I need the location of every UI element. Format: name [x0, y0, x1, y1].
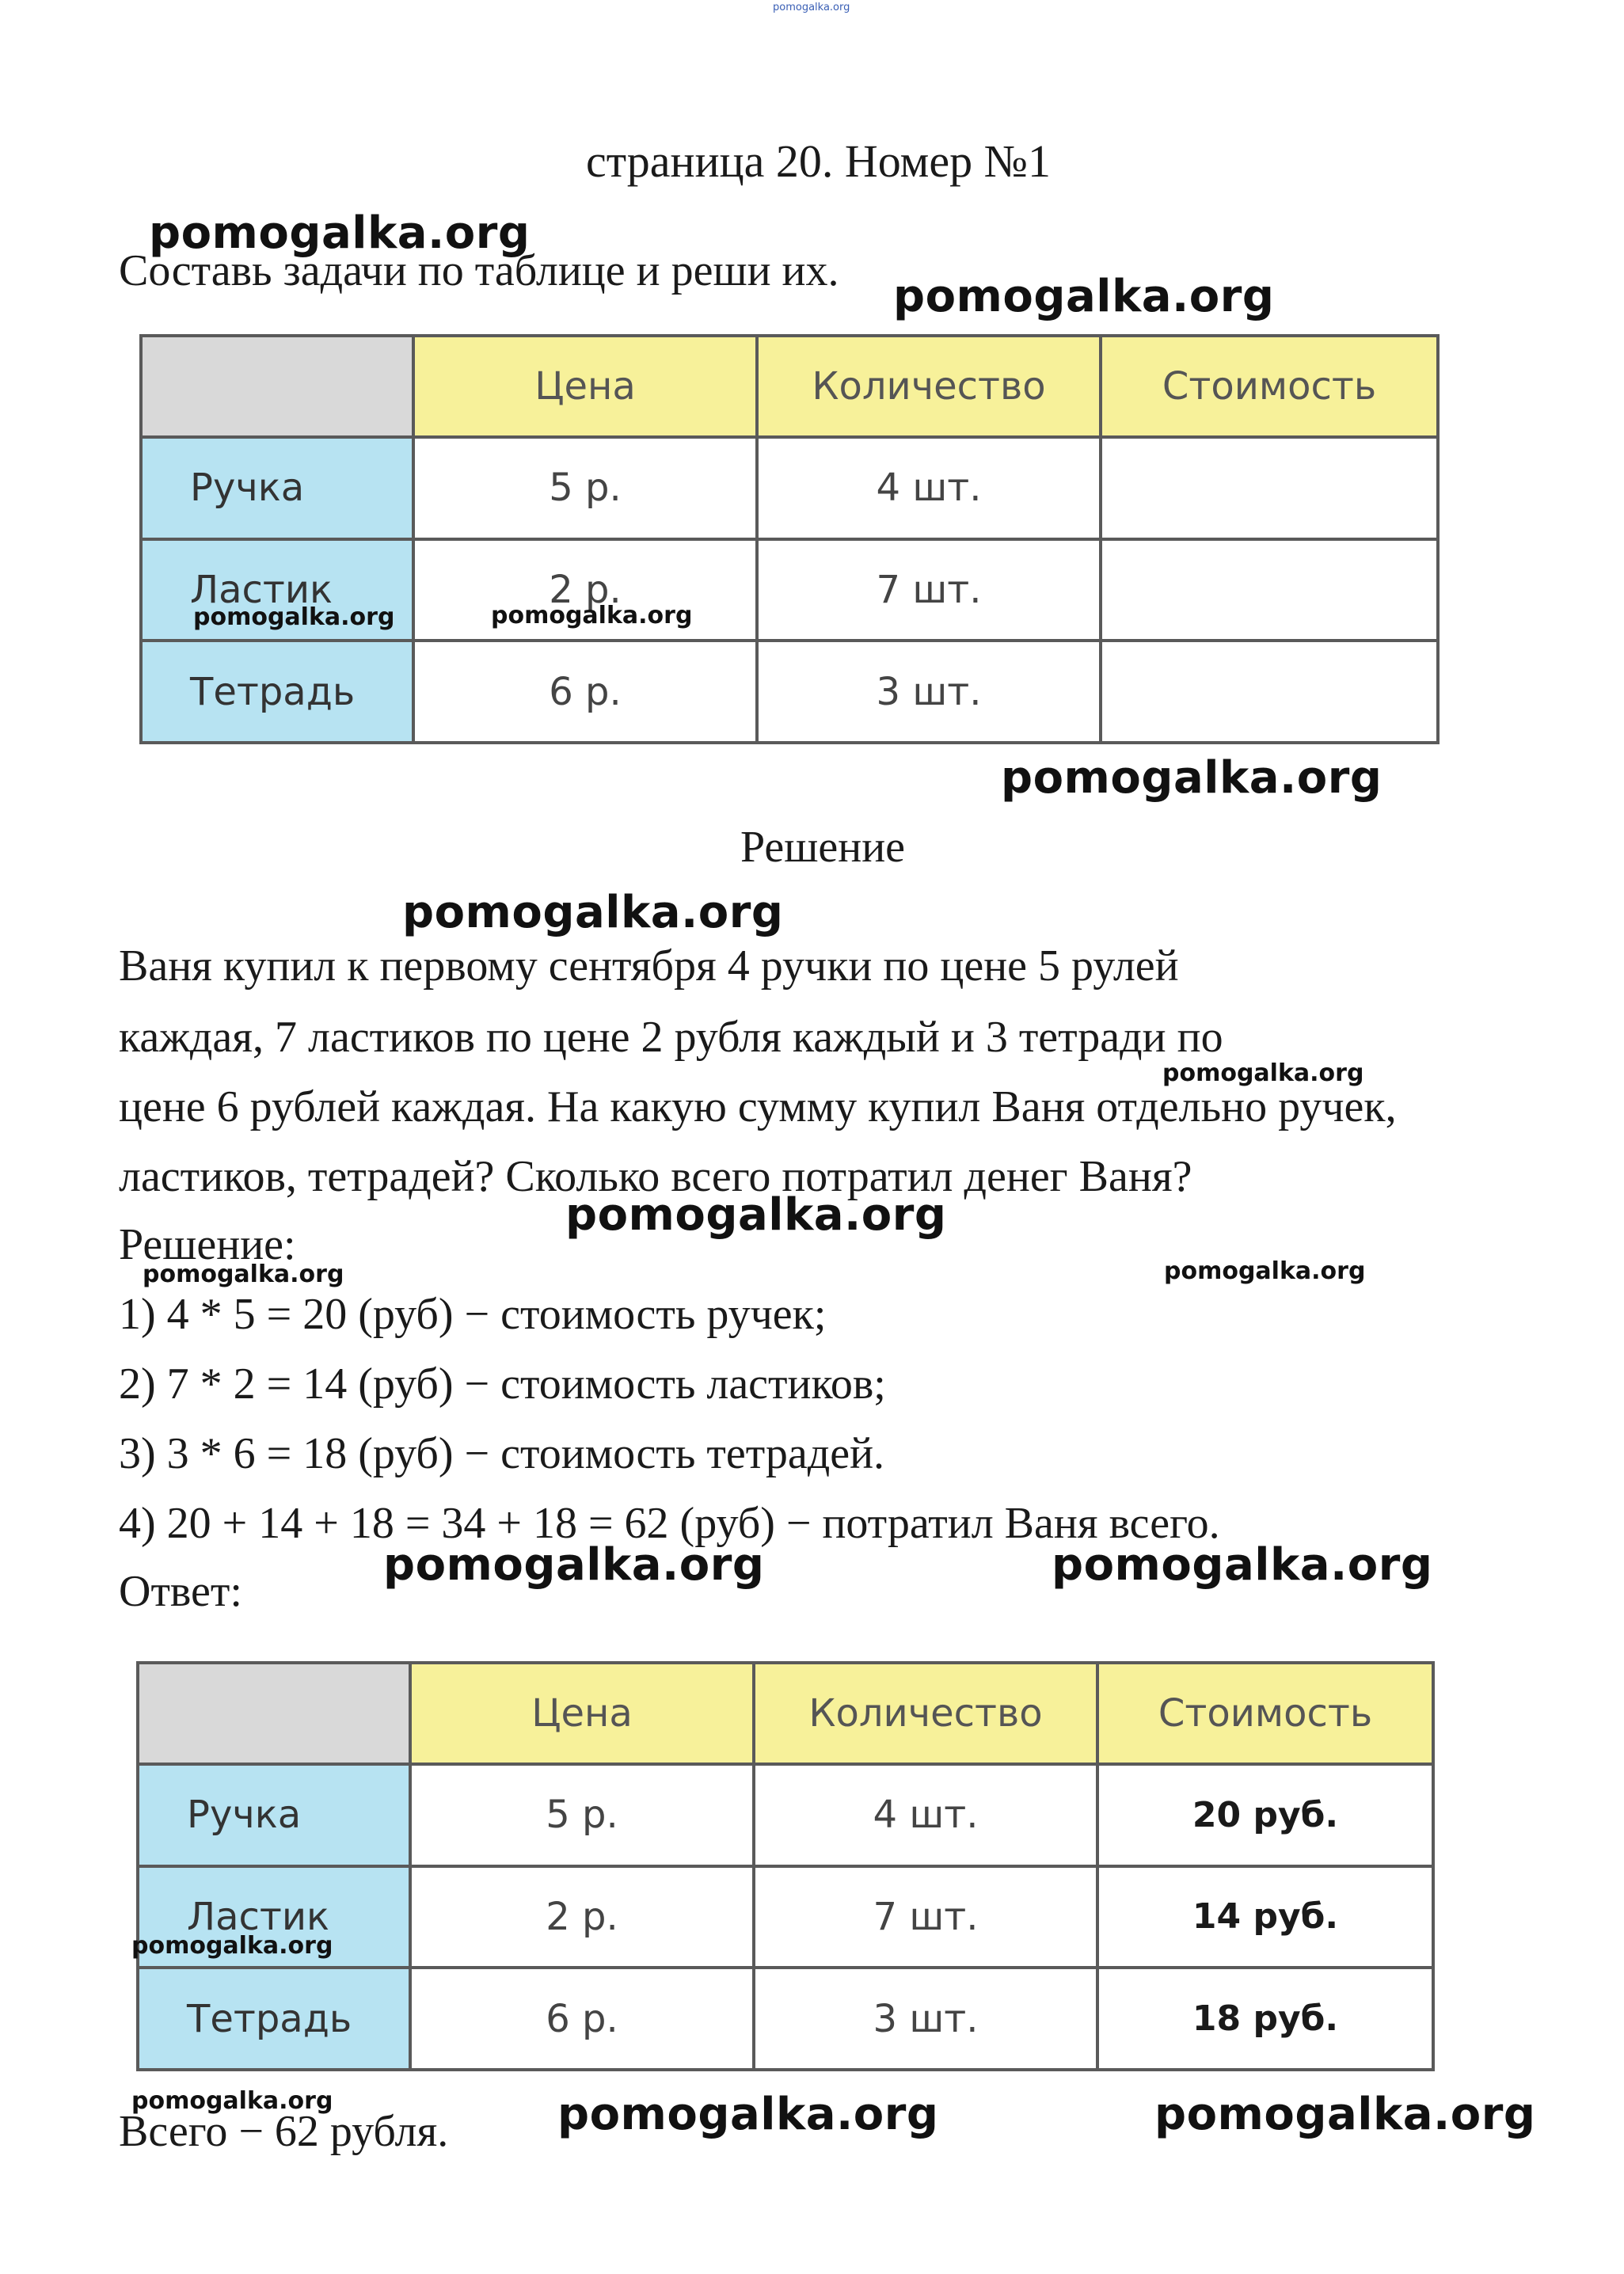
- row-cost: [1101, 437, 1438, 539]
- row-price: 6 р.: [410, 1968, 754, 2070]
- watermark: pomogalka.org: [383, 1539, 765, 1591]
- watermark: pomogalka.org: [149, 207, 531, 259]
- watermark: pomogalka.org: [1052, 1539, 1433, 1591]
- header-qty: Количество: [757, 336, 1101, 437]
- task-text: Составь задачи по таблице и реши их.: [119, 246, 839, 295]
- row-cost: 14 руб.: [1097, 1866, 1433, 1968]
- problem-line: цене 6 рублей каждая. На какую сумму купил Ваня отдельно ручек,: [119, 1082, 1397, 1131]
- header-qty: Количество: [754, 1663, 1097, 1764]
- watermark: pomogalka.org: [893, 271, 1275, 322]
- answer-table: [136, 1661, 1435, 2071]
- solution-step: 3) 3 * 6 = 18 (руб) − стоимость тетрадей.: [119, 1429, 885, 1478]
- row-price: 5 р.: [410, 1764, 754, 1866]
- solution-step: 1) 4 * 5 = 20 (руб) − стоимость ручек;: [119, 1290, 827, 1339]
- watermark: pomogalka.org: [131, 1932, 333, 1960]
- header-cost: Стоимость: [1101, 336, 1438, 437]
- watermark: pomogalka.org: [557, 2089, 939, 2140]
- row-qty: 4 шт.: [757, 437, 1101, 539]
- top-watermark: pomogalka.org: [773, 2, 850, 13]
- watermark: pomogalka.org: [1001, 752, 1382, 804]
- table-row: [141, 437, 1438, 539]
- problem-line: каждая, 7 ластиков по цене 2 рубля каждый и 3 тетради по: [119, 1013, 1223, 1062]
- row-cost: 20 руб.: [1097, 1764, 1433, 1866]
- row-name: Тетрадь: [141, 641, 413, 743]
- solution-step: 2) 7 * 2 = 14 (руб) − стоимость ластиков;: [119, 1359, 886, 1409]
- row-name: Ручка: [138, 1764, 410, 1866]
- watermark: pomogalka.org: [1162, 1059, 1364, 1087]
- table-row: [141, 641, 1438, 743]
- problem-line: Ваня купил к первому сентября 4 ручки по цене 5 рулей: [119, 941, 1179, 991]
- watermark: pomogalka.org: [131, 2087, 333, 2115]
- watermark: pomogalka.org: [1164, 1257, 1366, 1285]
- task-table: [139, 334, 1440, 744]
- watermark: pomogalka.org: [491, 602, 693, 629]
- watermark: pomogalka.org: [402, 887, 784, 938]
- row-qty: 3 шт.: [754, 1968, 1097, 2070]
- row-name: Тетрадь: [138, 1968, 410, 2070]
- row-price: 2 р.: [413, 539, 757, 641]
- watermark: pomogalka.org: [193, 603, 395, 631]
- header-cost: Стоимость: [1097, 1663, 1433, 1764]
- table-corner: [138, 1663, 410, 1764]
- solution-label: Решение:: [119, 1220, 296, 1269]
- table-row: [138, 1968, 1433, 2070]
- answer-label: Ответ:: [119, 1567, 242, 1616]
- watermark: pomogalka.org: [143, 1261, 344, 1288]
- row-qty: 4 шт.: [754, 1764, 1097, 1866]
- row-cost: [1101, 641, 1438, 743]
- row-name: Ластик: [138, 1866, 410, 1968]
- row-qty: 7 шт.: [754, 1866, 1097, 1968]
- row-qty: 3 шт.: [757, 641, 1101, 743]
- row-price: 2 р.: [410, 1866, 754, 1968]
- watermark: pomogalka.org: [1154, 2089, 1536, 2140]
- problem-line: ластиков, тетрадей? Сколько всего потратил денег Ваня?: [119, 1152, 1192, 1201]
- header-price: Цена: [413, 336, 757, 437]
- total-text: Всего − 62 рубля.: [119, 2107, 449, 2156]
- page-title: страница 20. Номер №1: [586, 135, 1051, 187]
- table-corner: [141, 336, 413, 437]
- row-name: Ластик: [141, 539, 413, 641]
- header-price: Цена: [410, 1663, 754, 1764]
- solution-step: 4) 20 + 14 + 18 = 34 + 18 = 62 (руб) − потратил Ваня всего.: [119, 1499, 1220, 1548]
- row-cost: 18 руб.: [1097, 1968, 1433, 2070]
- row-price: 5 р.: [413, 437, 757, 539]
- watermark: pomogalka.org: [565, 1189, 947, 1241]
- row-name: Ручка: [141, 437, 413, 539]
- table-row: [138, 1764, 1433, 1866]
- row-price: 6 р.: [413, 641, 757, 743]
- solution-heading: Решение: [740, 823, 906, 872]
- row-cost: [1101, 539, 1438, 641]
- row-qty: 7 шт.: [757, 539, 1101, 641]
